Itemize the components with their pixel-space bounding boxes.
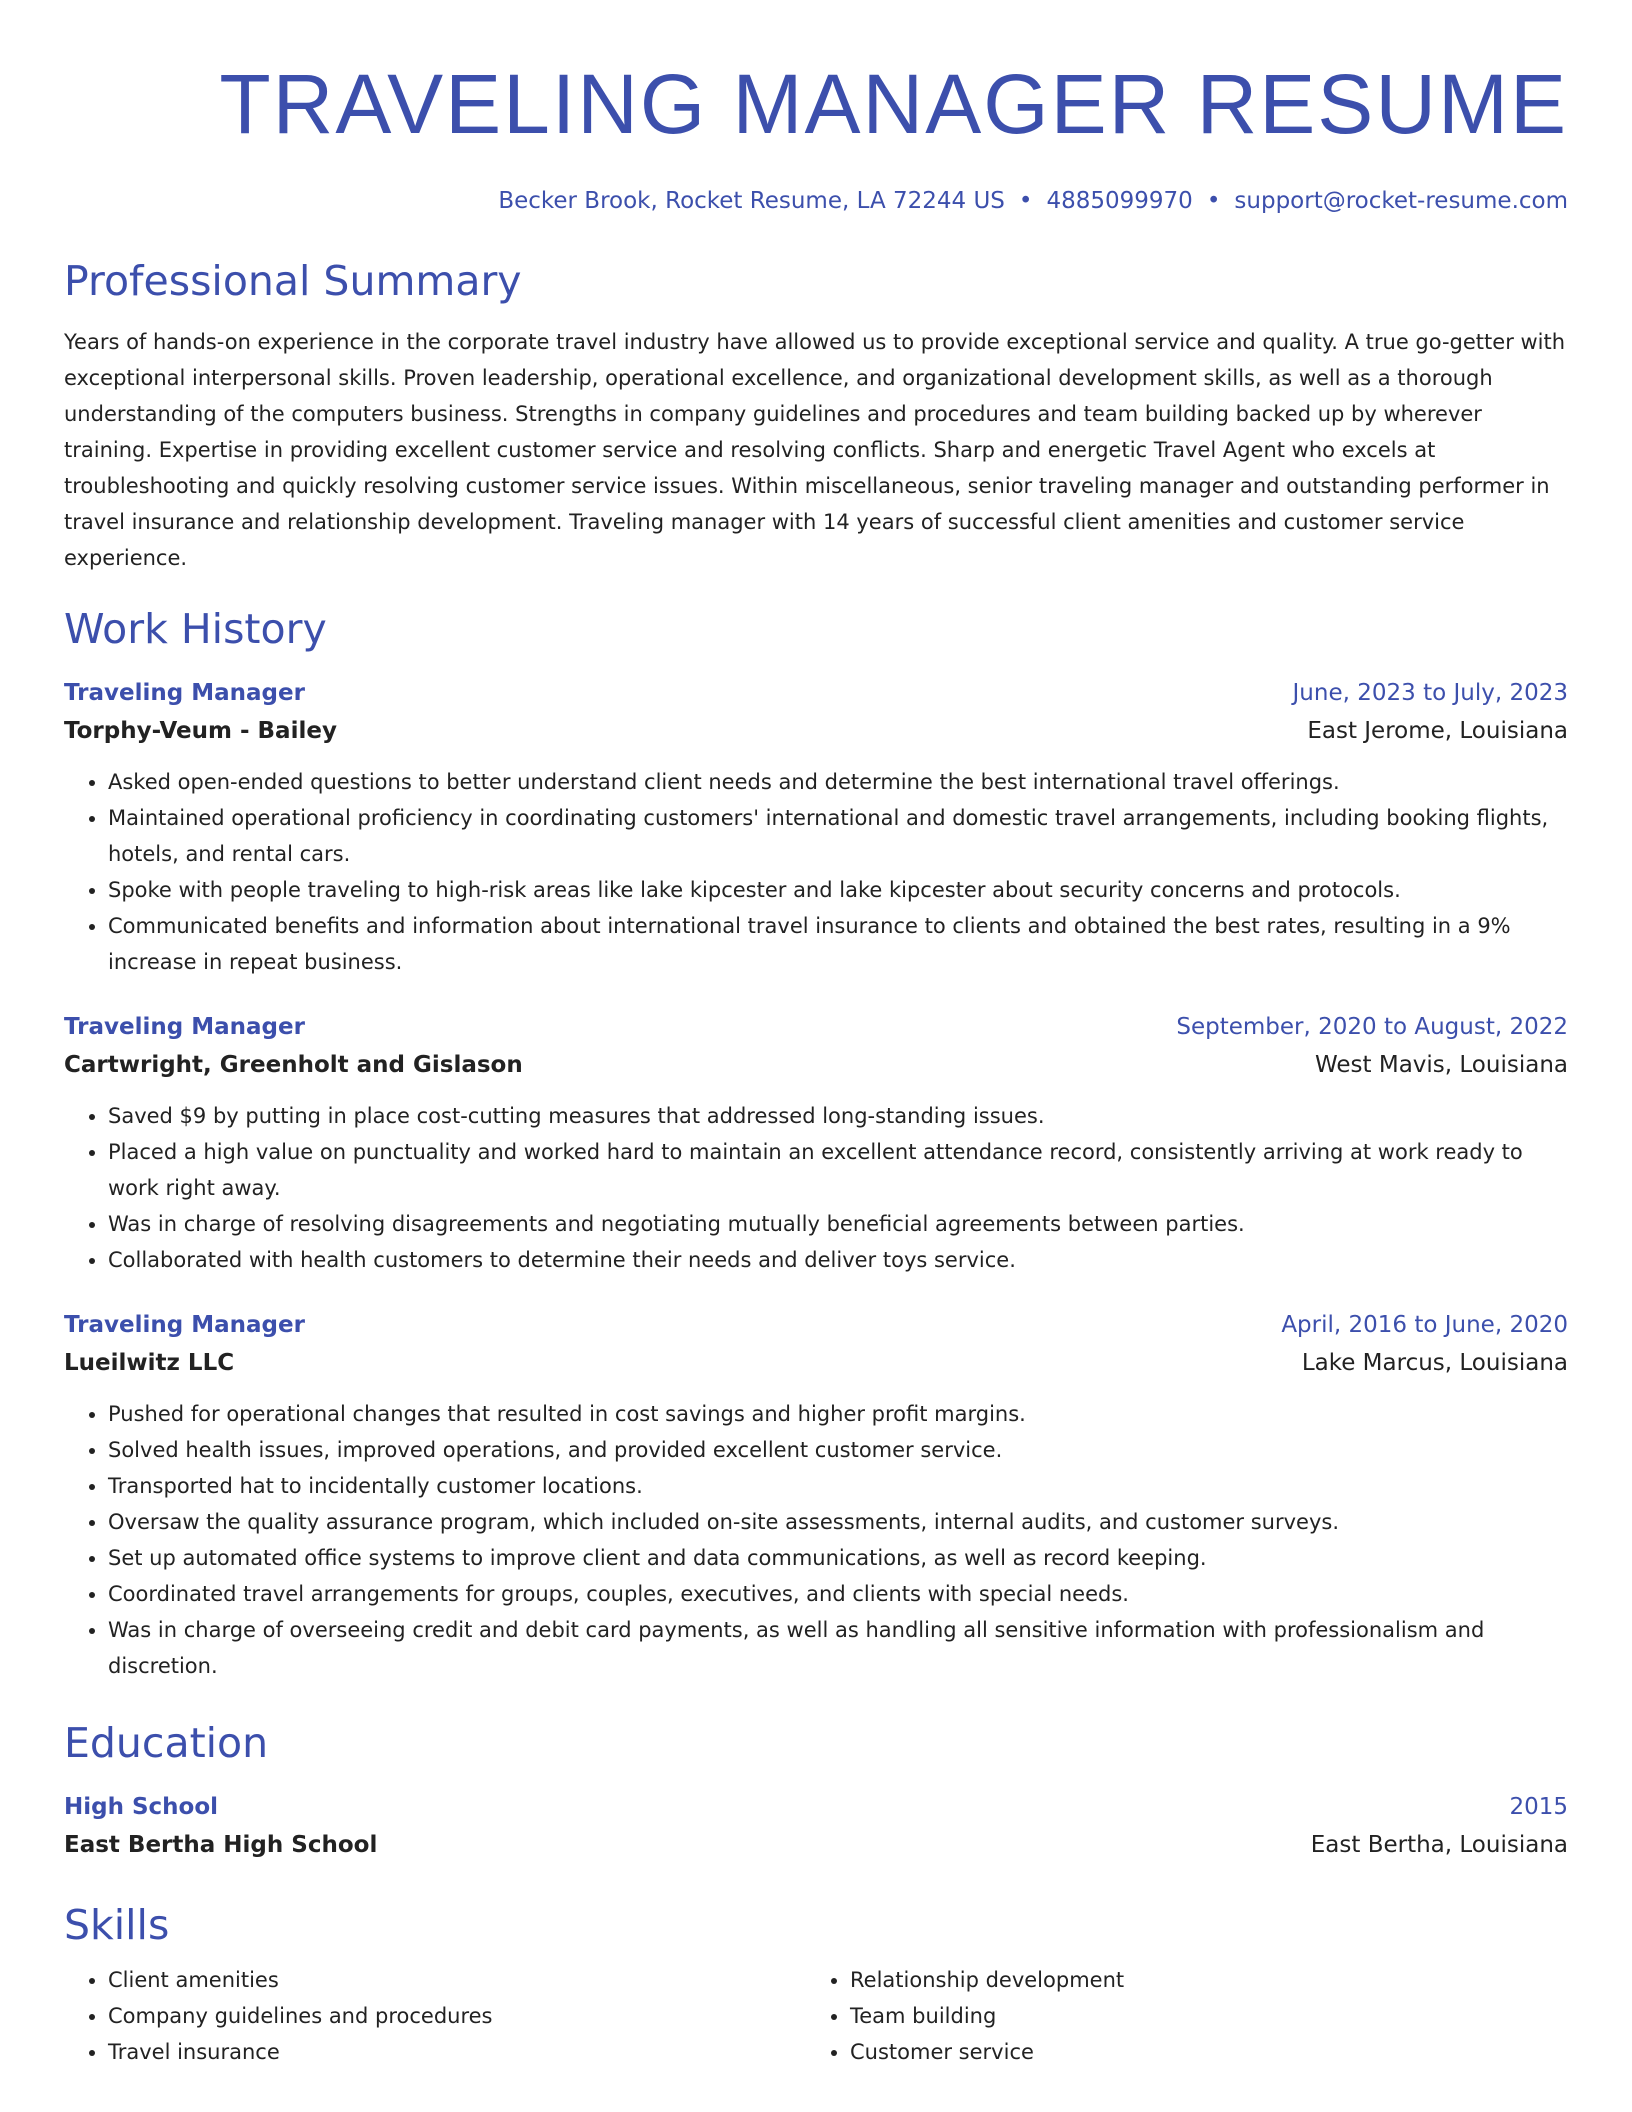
job-company: Cartwright, Greenholt and Gislason xyxy=(64,1052,523,1078)
job-location: Lake Marcus, Louisiana xyxy=(1301,1350,1568,1376)
job-duty: • Was in charge of resolving disagreements and negotiating mutually beneficial agreements between parties. xyxy=(108,1206,1568,1242)
job-location: West Mavis, Louisiana xyxy=(1315,1052,1568,1078)
job-duties xyxy=(64,1098,1568,1278)
job-duty: • Communicated benefits and information about international travel insurance to clients and obtained the best rates, resulting in a 9% increase in repeat business. xyxy=(108,908,1568,980)
job-duty: • Transported hat to incidentally customer locations. xyxy=(108,1468,1568,1504)
skill-item: • Customer service xyxy=(850,2034,1548,2070)
contact-separator: • xyxy=(1206,188,1221,214)
job-duty: • Oversaw the quality assurance program, which included on-site assessments, internal audits, and customer surveys. xyxy=(108,1504,1568,1540)
job-entry xyxy=(64,1308,1568,1684)
education-school: East Bertha High School xyxy=(64,1832,378,1858)
job-duties xyxy=(64,764,1568,980)
skills-heading: Skills xyxy=(64,1901,170,1949)
contact-separator: • xyxy=(1018,188,1033,214)
job-duty: • Coordinated travel arrangements for groups, couples, executives, and clients with special needs. xyxy=(108,1576,1568,1612)
skill-item: • Relationship development xyxy=(850,1962,1548,1998)
job-company: Torphy-Veum - Bailey xyxy=(64,718,337,744)
job-dates: September, 2020 to August, 2022 xyxy=(1176,1014,1568,1040)
skill-item: • Team building xyxy=(850,1998,1548,2034)
skill-item: • Client amenities xyxy=(108,1962,806,1998)
job-duty: • Solved health issues, improved operations, and provided excellent customer service. xyxy=(108,1432,1568,1468)
professional-summary-heading: Professional Summary xyxy=(64,257,522,305)
skills-list xyxy=(64,1962,1568,2070)
job-dates: June, 2023 to July, 2023 xyxy=(1292,680,1568,706)
job-entry xyxy=(64,1010,1568,1278)
job-duties xyxy=(64,1396,1568,1684)
job-duty: • Pushed for operational changes that resulted in cost savings and higher profit margins. xyxy=(108,1396,1568,1432)
skill-item: • Company guidelines and procedures xyxy=(108,1998,806,2034)
contact-address: Becker Brook, Rocket Resume, LA 72244 US xyxy=(498,188,1005,214)
education-year: 2015 xyxy=(1509,1794,1568,1820)
professional-summary-text: Years of hands-on experience in the corporate travel industry have allowed us to provide exceptional service and quality. A true go-getter with exceptional interpersonal skills. Proven leadership, operational excellence, and organizational development skills, as well as a thorough understanding of the computers business. Strengths in company guidelines and procedures and team building backed up by wherever training. Expertise in providing excellent customer service and resolving conflicts. Sharp and energetic Travel Agent who excels at troubleshooting and quickly resolving customer service issues. Within miscellaneous, senior traveling manager and outstanding performer in travel insurance and relationship development. Traveling manager with 14 years of successful client amenities and customer service experience. xyxy=(64,330,1566,570)
job-duty: • Maintained operational proficiency in coordinating customers' international and domestic travel arrangements, including booking flights, hotels, and rental cars. xyxy=(108,800,1568,872)
job-role: Traveling Manager xyxy=(64,680,305,706)
contact-line xyxy=(64,186,1568,216)
job-role: Traveling Manager xyxy=(64,1014,305,1040)
job-location: East Jerome, Louisiana xyxy=(1307,718,1568,744)
resume-header xyxy=(64,0,1568,216)
job-duty: • Collaborated with health customers to determine their needs and deliver toys service. xyxy=(108,1242,1568,1278)
skills-column-right xyxy=(806,1962,1548,2070)
job-dates: April, 2016 to June, 2020 xyxy=(1281,1312,1568,1338)
skills-column-left xyxy=(64,1962,806,2070)
job-duty: • Saved $9 by putting in place cost-cutting measures that addressed long-standing issues. xyxy=(108,1098,1568,1134)
contact-email[interactable]: support@rocket-resume.com xyxy=(1234,188,1568,214)
education-location: East Bertha, Louisiana xyxy=(1310,1832,1568,1858)
job-role: Traveling Manager xyxy=(64,1312,305,1338)
contact-phone[interactable]: 4885099970 xyxy=(1046,188,1193,214)
job-duty: • Asked open-ended questions to better understand client needs and determine the best international travel offerings. xyxy=(108,764,1568,800)
job-duty: • Spoke with people traveling to high-risk areas like lake kipcester and lake kipcester about security concerns and protocols. xyxy=(108,872,1568,908)
job-duty: • Was in charge of overseeing credit and debit card payments, as well as handling all sensitive information with professionalism and discretion. xyxy=(108,1612,1568,1684)
education-heading: Education xyxy=(64,1719,269,1767)
job-duty: • Placed a high value on punctuality and worked hard to maintain an excellent attendance record, consistently arriving at work ready to work right away. xyxy=(108,1134,1568,1206)
job-company: Lueilwitz LLC xyxy=(64,1350,235,1376)
work-history-heading: Work History xyxy=(64,605,327,653)
education-entry xyxy=(64,1790,1568,1864)
job-duty: • Set up automated office systems to improve client and data communications, as well as record keeping. xyxy=(108,1540,1568,1576)
resume-title: TRAVELING MANAGER RESUME xyxy=(219,57,1568,151)
education-degree: High School xyxy=(64,1794,219,1820)
job-entry xyxy=(64,676,1568,980)
skill-item: • Travel insurance xyxy=(108,2034,806,2070)
